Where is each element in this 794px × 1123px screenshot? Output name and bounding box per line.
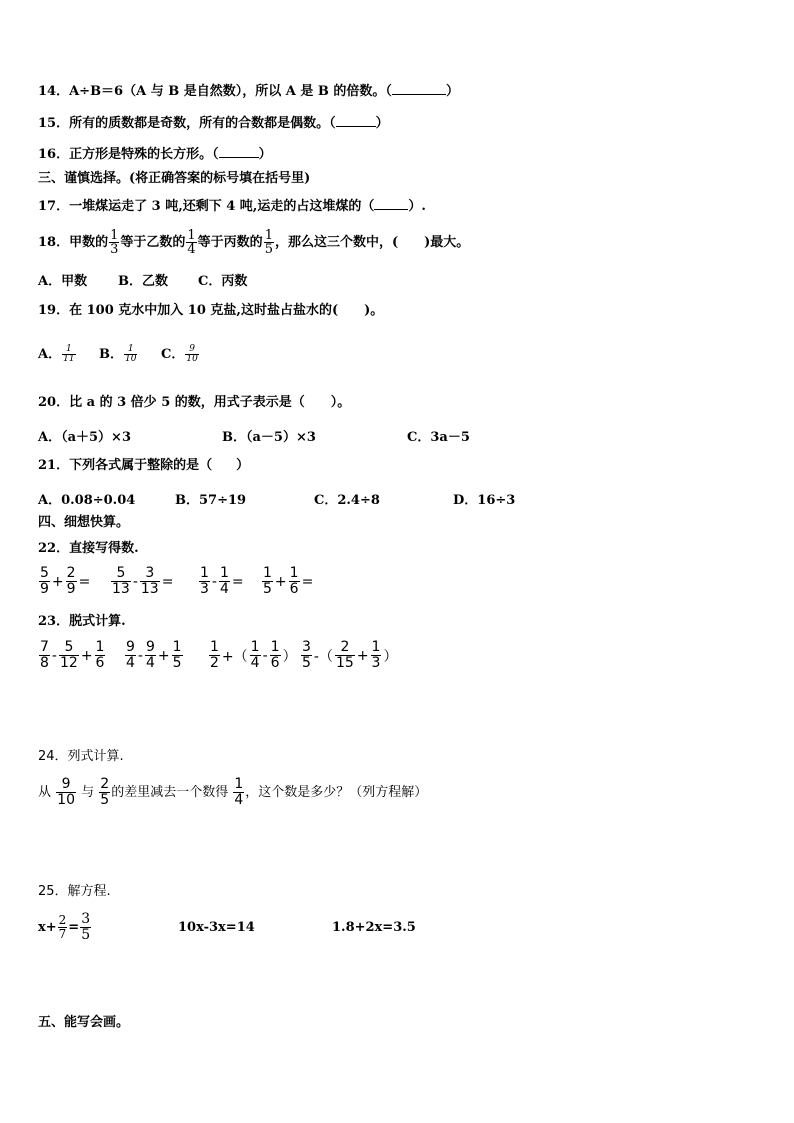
q16-close: ） [258, 147, 272, 162]
numerator: 1 [210, 639, 219, 655]
eq1-fraction-2 [80, 912, 91, 943]
denominator: 9 [40, 581, 49, 597]
answer-blank-15[interactable] [336, 114, 376, 127]
q25-equation-1 [38, 912, 92, 944]
numerator: 5 [40, 565, 49, 581]
numerator: 3 [140, 566, 160, 582]
denominator: 5 [100, 792, 110, 808]
denominator: 13 [140, 581, 159, 597]
question-15 [38, 114, 389, 133]
operator: - [51, 647, 57, 664]
denominator: 3 [110, 242, 119, 257]
numerator: 9 [126, 639, 135, 655]
denominator: 5 [302, 655, 311, 671]
q18-part-1: 18．甲数的 [38, 235, 109, 250]
eq1-fraction-1 [58, 914, 68, 941]
fraction [289, 566, 300, 597]
q18-part-2: 等于乙数的 [120, 235, 186, 250]
q14-text: 14．A÷B＝6（A 与 B 是自然数），所以 A 是 B 的倍数。（ [38, 84, 392, 99]
denominator: 3 [200, 581, 209, 597]
numerator: 1 [95, 639, 105, 655]
numerator: 5 [111, 566, 131, 582]
denominator: 4 [145, 655, 155, 671]
q18-part-3: 等于丙数的 [197, 235, 263, 250]
numerator: 2 [100, 776, 110, 792]
numerator: 1 [289, 565, 299, 581]
option-label: A． [38, 347, 62, 362]
denominator: 4 [234, 792, 244, 808]
numerator: 9 [145, 639, 155, 655]
q18-fraction-3 [264, 229, 274, 256]
option-label: C． [161, 347, 185, 362]
operator: - [211, 573, 217, 590]
q23-expression-4 [300, 640, 398, 671]
numerator: 1 [110, 228, 119, 243]
equals-sign: = [161, 573, 174, 590]
operator: - [262, 647, 268, 664]
answer-blank-16[interactable] [219, 145, 259, 158]
denominator: 13 [112, 581, 130, 597]
section-4-heading: 四、细想快算。 [38, 515, 130, 530]
denominator: 7 [58, 927, 67, 941]
q22-expression [261, 566, 314, 597]
numerator: 2 [335, 640, 355, 656]
q23-expression-1 [38, 640, 106, 671]
numerator: 1 [124, 345, 137, 355]
q20-text: 20．比 a 的 3 倍少 5 的数，用式子表示是（ [38, 395, 305, 410]
q23-expression-2 [124, 640, 184, 671]
numerator: 2 [58, 913, 67, 927]
numerator: 7 [40, 639, 49, 655]
operator: - [137, 647, 143, 664]
fraction [199, 566, 210, 597]
numerator: 1 [200, 565, 209, 581]
numerator: 1 [62, 345, 75, 355]
eq1-equals: = [68, 920, 80, 935]
denominator: 10 [57, 792, 75, 808]
question-17 [38, 197, 426, 216]
q24-fraction-1 [56, 777, 76, 808]
question-16 [38, 145, 272, 164]
q17-text: 17．一堆煤运走了 3 吨,还剩下 4 吨,运走的占这堆煤的（ [38, 199, 375, 214]
q25-title: 25．解方程. [38, 884, 111, 899]
numerator: 5 [59, 640, 79, 656]
q24-fraction-3 [233, 777, 244, 808]
q20-option-a[interactable]: A．（a＋5）×3 [38, 430, 131, 445]
numerator: 1 [172, 639, 182, 655]
answer-blank-17[interactable] [374, 197, 408, 210]
fraction [140, 566, 160, 597]
operator: + [80, 647, 93, 664]
q24-title: 24．列式计算. [38, 749, 124, 764]
numerator: 1 [219, 565, 229, 581]
denominator: 11 [63, 354, 75, 364]
q19-fraction-c [185, 345, 198, 364]
q25-equation-2: 10x-3x=14 [178, 920, 255, 935]
numerator: 1 [264, 228, 273, 243]
q15-text: 15．所有的质数都是奇数，所有的合数都是偶数。（ [38, 116, 336, 131]
q24-body [38, 776, 427, 810]
denominator: 9 [66, 581, 76, 597]
q24-fraction-2 [99, 777, 110, 808]
q18-fraction-1 [109, 229, 119, 256]
numerator: 2 [66, 565, 76, 581]
q24-part-2: 与 [81, 785, 95, 800]
q20-close: ）。 [330, 395, 351, 410]
q20-option-c[interactable]: C．3a－5 [407, 430, 470, 445]
q22-expression [38, 566, 91, 597]
numerator: 1 [187, 228, 196, 243]
q21-text: 21．下列各式属于整除的是（ [38, 458, 213, 473]
q18-option-a[interactable]: A．甲数 [38, 274, 88, 289]
eq1-prefix: x+ [38, 920, 57, 935]
q21-option-d[interactable]: D．16÷3 [453, 493, 516, 508]
question-19 [38, 302, 383, 320]
operator: + [51, 573, 64, 590]
q23-title: 23．脱式计算. [38, 614, 126, 629]
fraction [219, 566, 230, 597]
denominator: 2 [210, 655, 219, 671]
q22-expression [110, 566, 174, 597]
denominator: 15 [335, 655, 354, 671]
q25-equation-3: 1.8+2x=3.5 [332, 920, 416, 935]
q19-close: )。 [364, 303, 384, 318]
equals-sign: = [301, 573, 314, 590]
denominator: 4 [250, 655, 260, 671]
q19-fraction-a [62, 345, 75, 364]
q18-fraction-2 [186, 229, 196, 256]
numerator: 1 [263, 565, 272, 581]
denominator: 6 [270, 655, 280, 671]
denominator: 8 [40, 655, 49, 671]
denominator: 12 [59, 655, 78, 671]
denominator: 6 [95, 655, 105, 671]
denominator: 4 [187, 242, 196, 257]
operator: +（ [221, 648, 248, 665]
q22-title: 22．直接写得数. [38, 541, 139, 556]
q20-option-b[interactable]: B．（a－5）×3 [222, 430, 316, 445]
q22-expression [198, 566, 245, 597]
operator: + [356, 647, 369, 664]
q19-option-a[interactable] [38, 342, 77, 368]
q24-part-1: 从 [38, 785, 52, 800]
q19-fraction-b [124, 345, 137, 364]
denominator: 10 [125, 354, 137, 364]
section-5-heading: 五、能写会画。 [38, 1015, 130, 1030]
equals-sign: = [231, 573, 244, 590]
numerator: 3 [302, 639, 311, 655]
question-21 [38, 457, 249, 475]
denominator: 10 [186, 354, 198, 364]
question-20 [38, 394, 350, 412]
denominator: 5 [172, 655, 182, 671]
operator: - [132, 573, 138, 590]
option-label: B． [99, 347, 123, 362]
operator: -（ [313, 648, 333, 665]
denominator: 3 [371, 655, 381, 671]
numerator: 1 [371, 639, 381, 655]
numerator: 3 [81, 911, 91, 927]
q19-text: 19．在 100 克水中加入 10 克盐,这时盐占盐水的( [38, 303, 339, 318]
q15-close: ） [375, 116, 389, 131]
q24-part-3: 的差里减去一个数得 [111, 785, 229, 800]
q24-part-4: ，这个数是多少？（列方程解） [245, 785, 428, 800]
answer-blank-14[interactable] [392, 82, 446, 95]
question-18 [38, 228, 469, 258]
q18-part-5: )最大。 [424, 235, 470, 250]
q17-close: ）. [408, 199, 426, 214]
denominator: 4 [219, 581, 229, 597]
q21-option-c[interactable]: C．2.4÷8 [314, 493, 380, 508]
numerator: 9 [56, 777, 76, 793]
fraction [66, 566, 77, 597]
q21-close: ） [236, 458, 250, 473]
q18-option-c[interactable]: C．丙数 [198, 274, 248, 289]
denominator: 6 [289, 581, 299, 597]
denominator: 5 [263, 581, 272, 597]
q23-expression-3 [208, 640, 298, 671]
fraction [262, 566, 273, 597]
equals-sign: = [78, 573, 91, 590]
section-3-heading: 三、谨慎选择。(将正确答案的标号填在括号里) [38, 171, 311, 186]
q18-part-4: ，那么这三个数中，( [274, 235, 399, 250]
close-paren: ） [282, 648, 297, 665]
denominator: 4 [126, 655, 135, 671]
fraction [39, 566, 50, 597]
q19-option-b[interactable] [99, 342, 138, 368]
fraction [111, 566, 131, 597]
q19-option-c[interactable] [161, 342, 200, 368]
operator: + [157, 647, 170, 664]
question-14 [38, 82, 459, 101]
numerator: 1 [250, 639, 260, 655]
close-paren: ） [383, 648, 398, 665]
numerator: 9 [185, 345, 198, 355]
q16-text: 16．正方形是特殊的长方形。（ [38, 147, 219, 162]
denominator: 5 [81, 927, 91, 943]
operator: + [274, 573, 287, 590]
numerator: 1 [234, 776, 244, 792]
q14-close: ） [445, 84, 459, 99]
denominator: 5 [264, 242, 273, 257]
q21-option-b[interactable]: B．57÷19 [175, 493, 247, 508]
numerator: 1 [270, 639, 280, 655]
q18-option-b[interactable]: B．乙数 [118, 274, 168, 289]
q21-option-a[interactable]: A．0.08÷0.04 [38, 493, 136, 508]
